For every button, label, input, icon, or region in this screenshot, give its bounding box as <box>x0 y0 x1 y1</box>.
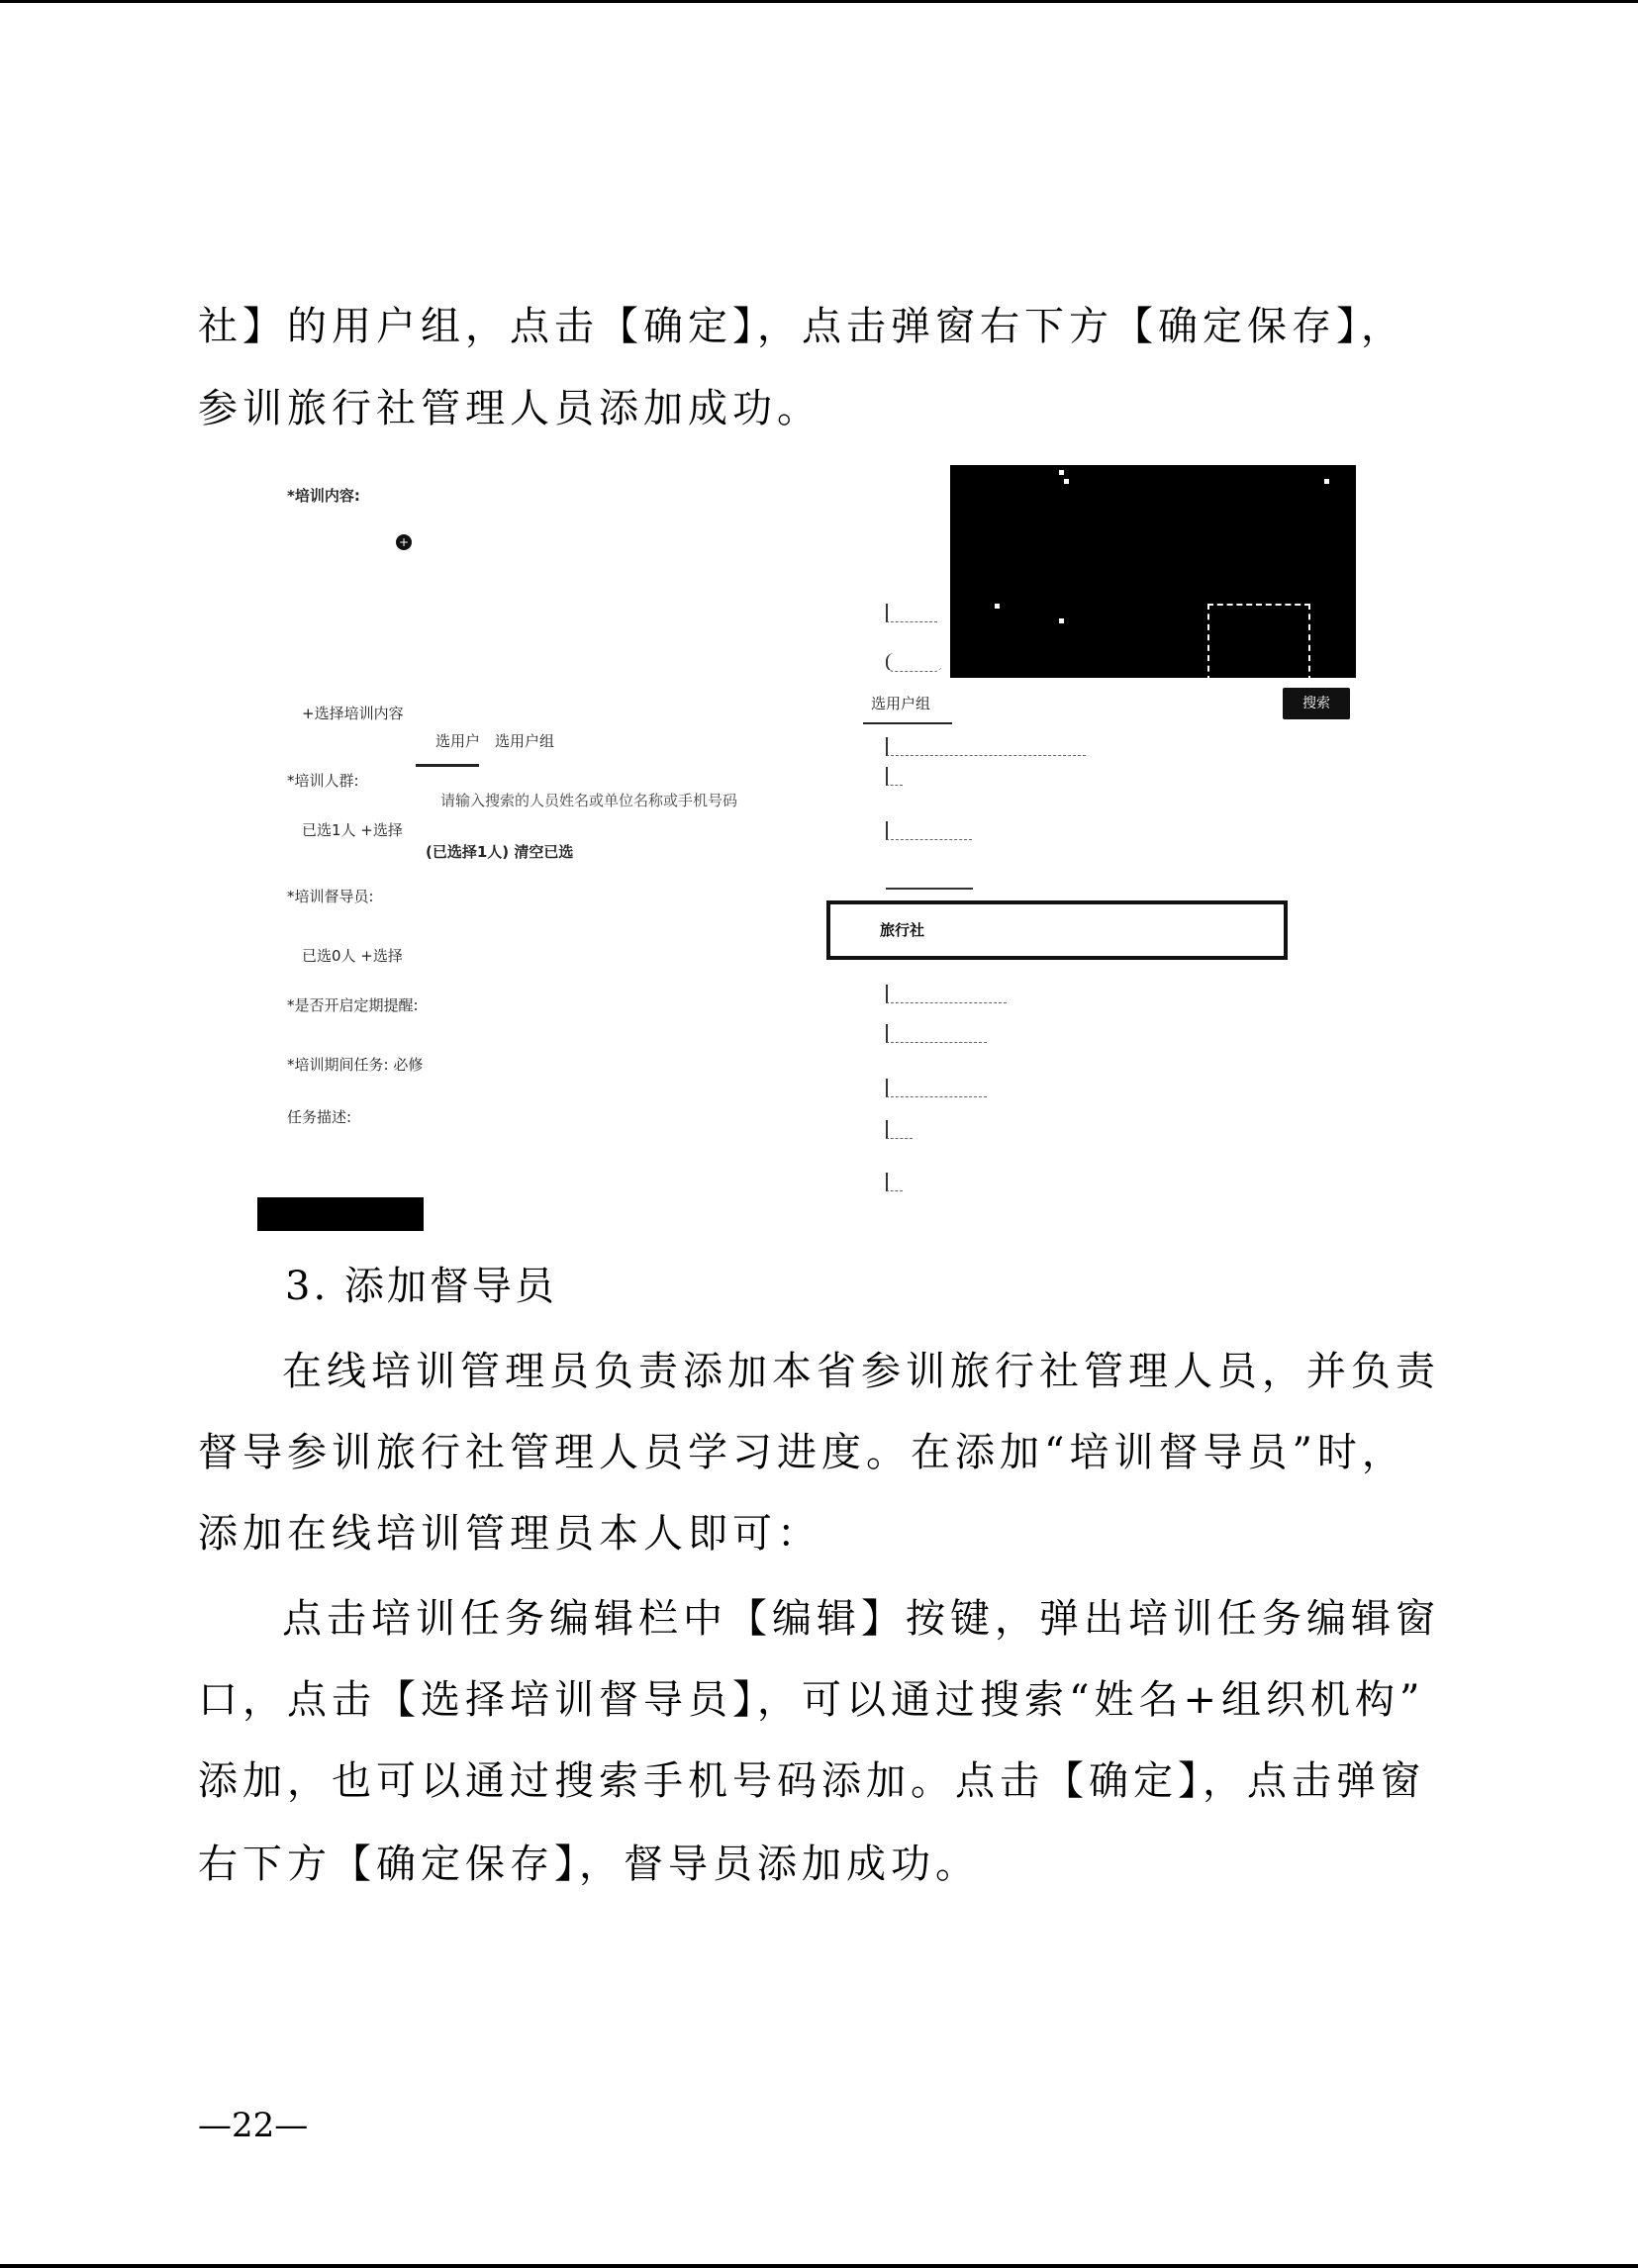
dialog-search-input[interactable]: 请输入搜索的人员姓名或单位名称或手机号码 <box>440 792 738 809</box>
search-button[interactable]: 搜索 <box>1283 688 1350 719</box>
dialog-tab-users[interactable]: 选用户 <box>435 732 481 750</box>
list-item[interactable] <box>886 604 937 622</box>
list-item[interactable] <box>886 1173 903 1191</box>
text-line: 右下方【确定保存】，督导员添加成功。 <box>198 1842 980 1887</box>
text-line: 参训旅行社管理人员添加成功。 <box>198 386 821 431</box>
save-button[interactable] <box>257 1197 424 1231</box>
list-item[interactable] <box>886 1079 987 1097</box>
text-line: 添加，也可以通过搜索手机号码添加。点击【确定】，点击弹窗 <box>198 1758 1425 1804</box>
text-line: 督导参训旅行社管理人员学习进度。在添加“培训督导员”时， <box>198 1430 1406 1475</box>
text-line: 添加在线培训管理员本人即可： <box>198 1511 821 1557</box>
trainees-label: *培训人群: <box>287 772 359 790</box>
dark-panel <box>950 465 1356 678</box>
highlighted-group-item[interactable] <box>826 900 1288 960</box>
section-heading: 3. 添加督导员 <box>285 1264 557 1309</box>
text-line: 口，点击【选择培训督导员】，可以通过搜索“姓名+组织机构” <box>198 1677 1425 1723</box>
tab-user-groups[interactable]: 选用户组 <box>871 695 931 712</box>
group-name: 旅行社 <box>880 921 925 939</box>
task-type-label: *培训期间任务: 必修 <box>287 1056 424 1074</box>
scan-edge-bottom <box>0 2264 1638 2268</box>
list-item[interactable] <box>886 821 972 840</box>
supervisor-label: *培训督导员: <box>287 888 374 905</box>
text-line: 社】的用户组，点击【确定】，点击弹窗右下方【确定保存】， <box>198 304 1405 349</box>
list-item[interactable] <box>886 767 903 786</box>
description-label: 任务描述: <box>287 1108 352 1126</box>
dialog-tab-user-groups[interactable]: 选用户组 <box>495 732 555 750</box>
reminder-label: *是否开启定期提醒: <box>287 996 419 1014</box>
list-item[interactable] <box>886 737 1086 756</box>
supervisor-select-button[interactable]: 已选0人 +选择 <box>302 947 403 965</box>
text-line: 点击培训任务编辑栏中【编辑】按键，弹出培训任务编辑窗 <box>282 1596 1440 1642</box>
add-content-button[interactable]: +选择培训内容 <box>302 705 404 722</box>
selected-summary: (已选择1人) 清空已选 <box>426 843 574 861</box>
list-item[interactable] <box>886 653 942 672</box>
add-circle-icon[interactable]: + <box>396 534 412 550</box>
text-line: 在线培训管理员负责添加本省参训旅行社管理人员，并负责 <box>282 1349 1440 1394</box>
tab-underline <box>416 764 479 767</box>
embedded-screenshot <box>257 455 1366 1237</box>
page-number: —22— <box>198 2106 309 2145</box>
scan-edge-top <box>0 0 1638 3</box>
divider <box>886 888 973 890</box>
trainees-select-button[interactable]: 已选1人 +选择 <box>302 821 403 839</box>
list-item[interactable] <box>886 985 1007 1003</box>
list-item[interactable] <box>886 1024 987 1043</box>
tab-underline <box>863 722 952 724</box>
list-item[interactable] <box>886 1120 913 1139</box>
training-content-label: *培训内容: <box>287 487 360 505</box>
